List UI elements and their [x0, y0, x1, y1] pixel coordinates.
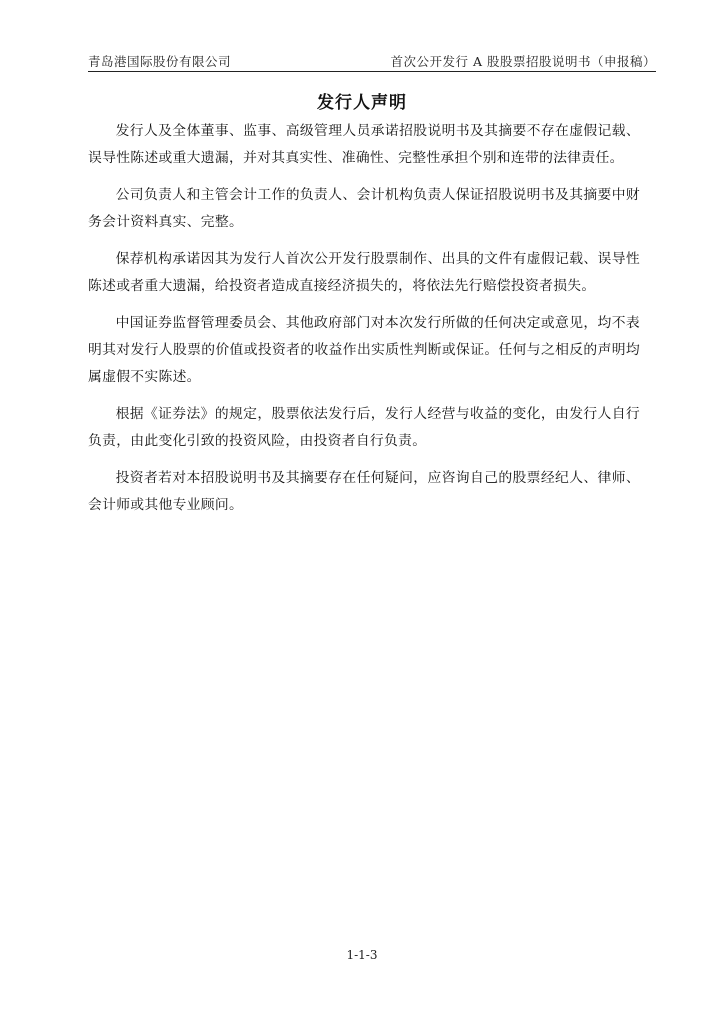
paragraph-2: 公司负责人和主管会计工作的负责人、会计机构负责人保证招股说明书及其摘要中财务会计资料真实、完整。 [88, 187, 640, 230]
header-company-name: 青岛港国际股份有限公司 [88, 54, 232, 69]
paragraph-4: 中国证券监督管理委员会、其他政府部门对本次发行所做的任何决定或意见，均不表明其对发行人股票的价值或投资者的收益作出实质性判断或保证。任何与之相反的声明均属虚假不实陈述。 [88, 315, 640, 385]
paragraph-3: 保荐机构承诺因其为发行人首次公开发行股票制作、出具的文件有虚假记载、误导性陈述或者重大遗漏，给投资者造成直接经济损失的，将依法先行赔偿投资者损失。 [88, 251, 640, 294]
header-document-title: 首次公开发行 A 股股票招股说明书（申报稿） [390, 54, 656, 69]
header-rule [88, 71, 656, 72]
section-title: 发行人声明 [317, 93, 407, 113]
paragraph-6: 投资者若对本招股说明书及其摘要存在任何疑问，应咨询自己的股票经纪人、律师、会计师或其他专业顾问。 [88, 470, 640, 513]
paragraph-5: 根据《证券法》的规定，股票依法发行后，发行人经营与收益的变化，由发行人自行负责，由此变化引致的投资风险，由投资者自行负责。 [88, 406, 640, 449]
declaration-body [88, 118, 640, 529]
page-header [88, 50, 656, 70]
paragraph-1: 发行人及全体董事、监事、高级管理人员承诺招股说明书及其摘要不存在虚假记载、误导性陈述或重大遗漏，并对其真实性、准确性、完整性承担个别和连带的法律责任。 [88, 123, 640, 166]
page-number: 1-1-3 [346, 948, 378, 962]
